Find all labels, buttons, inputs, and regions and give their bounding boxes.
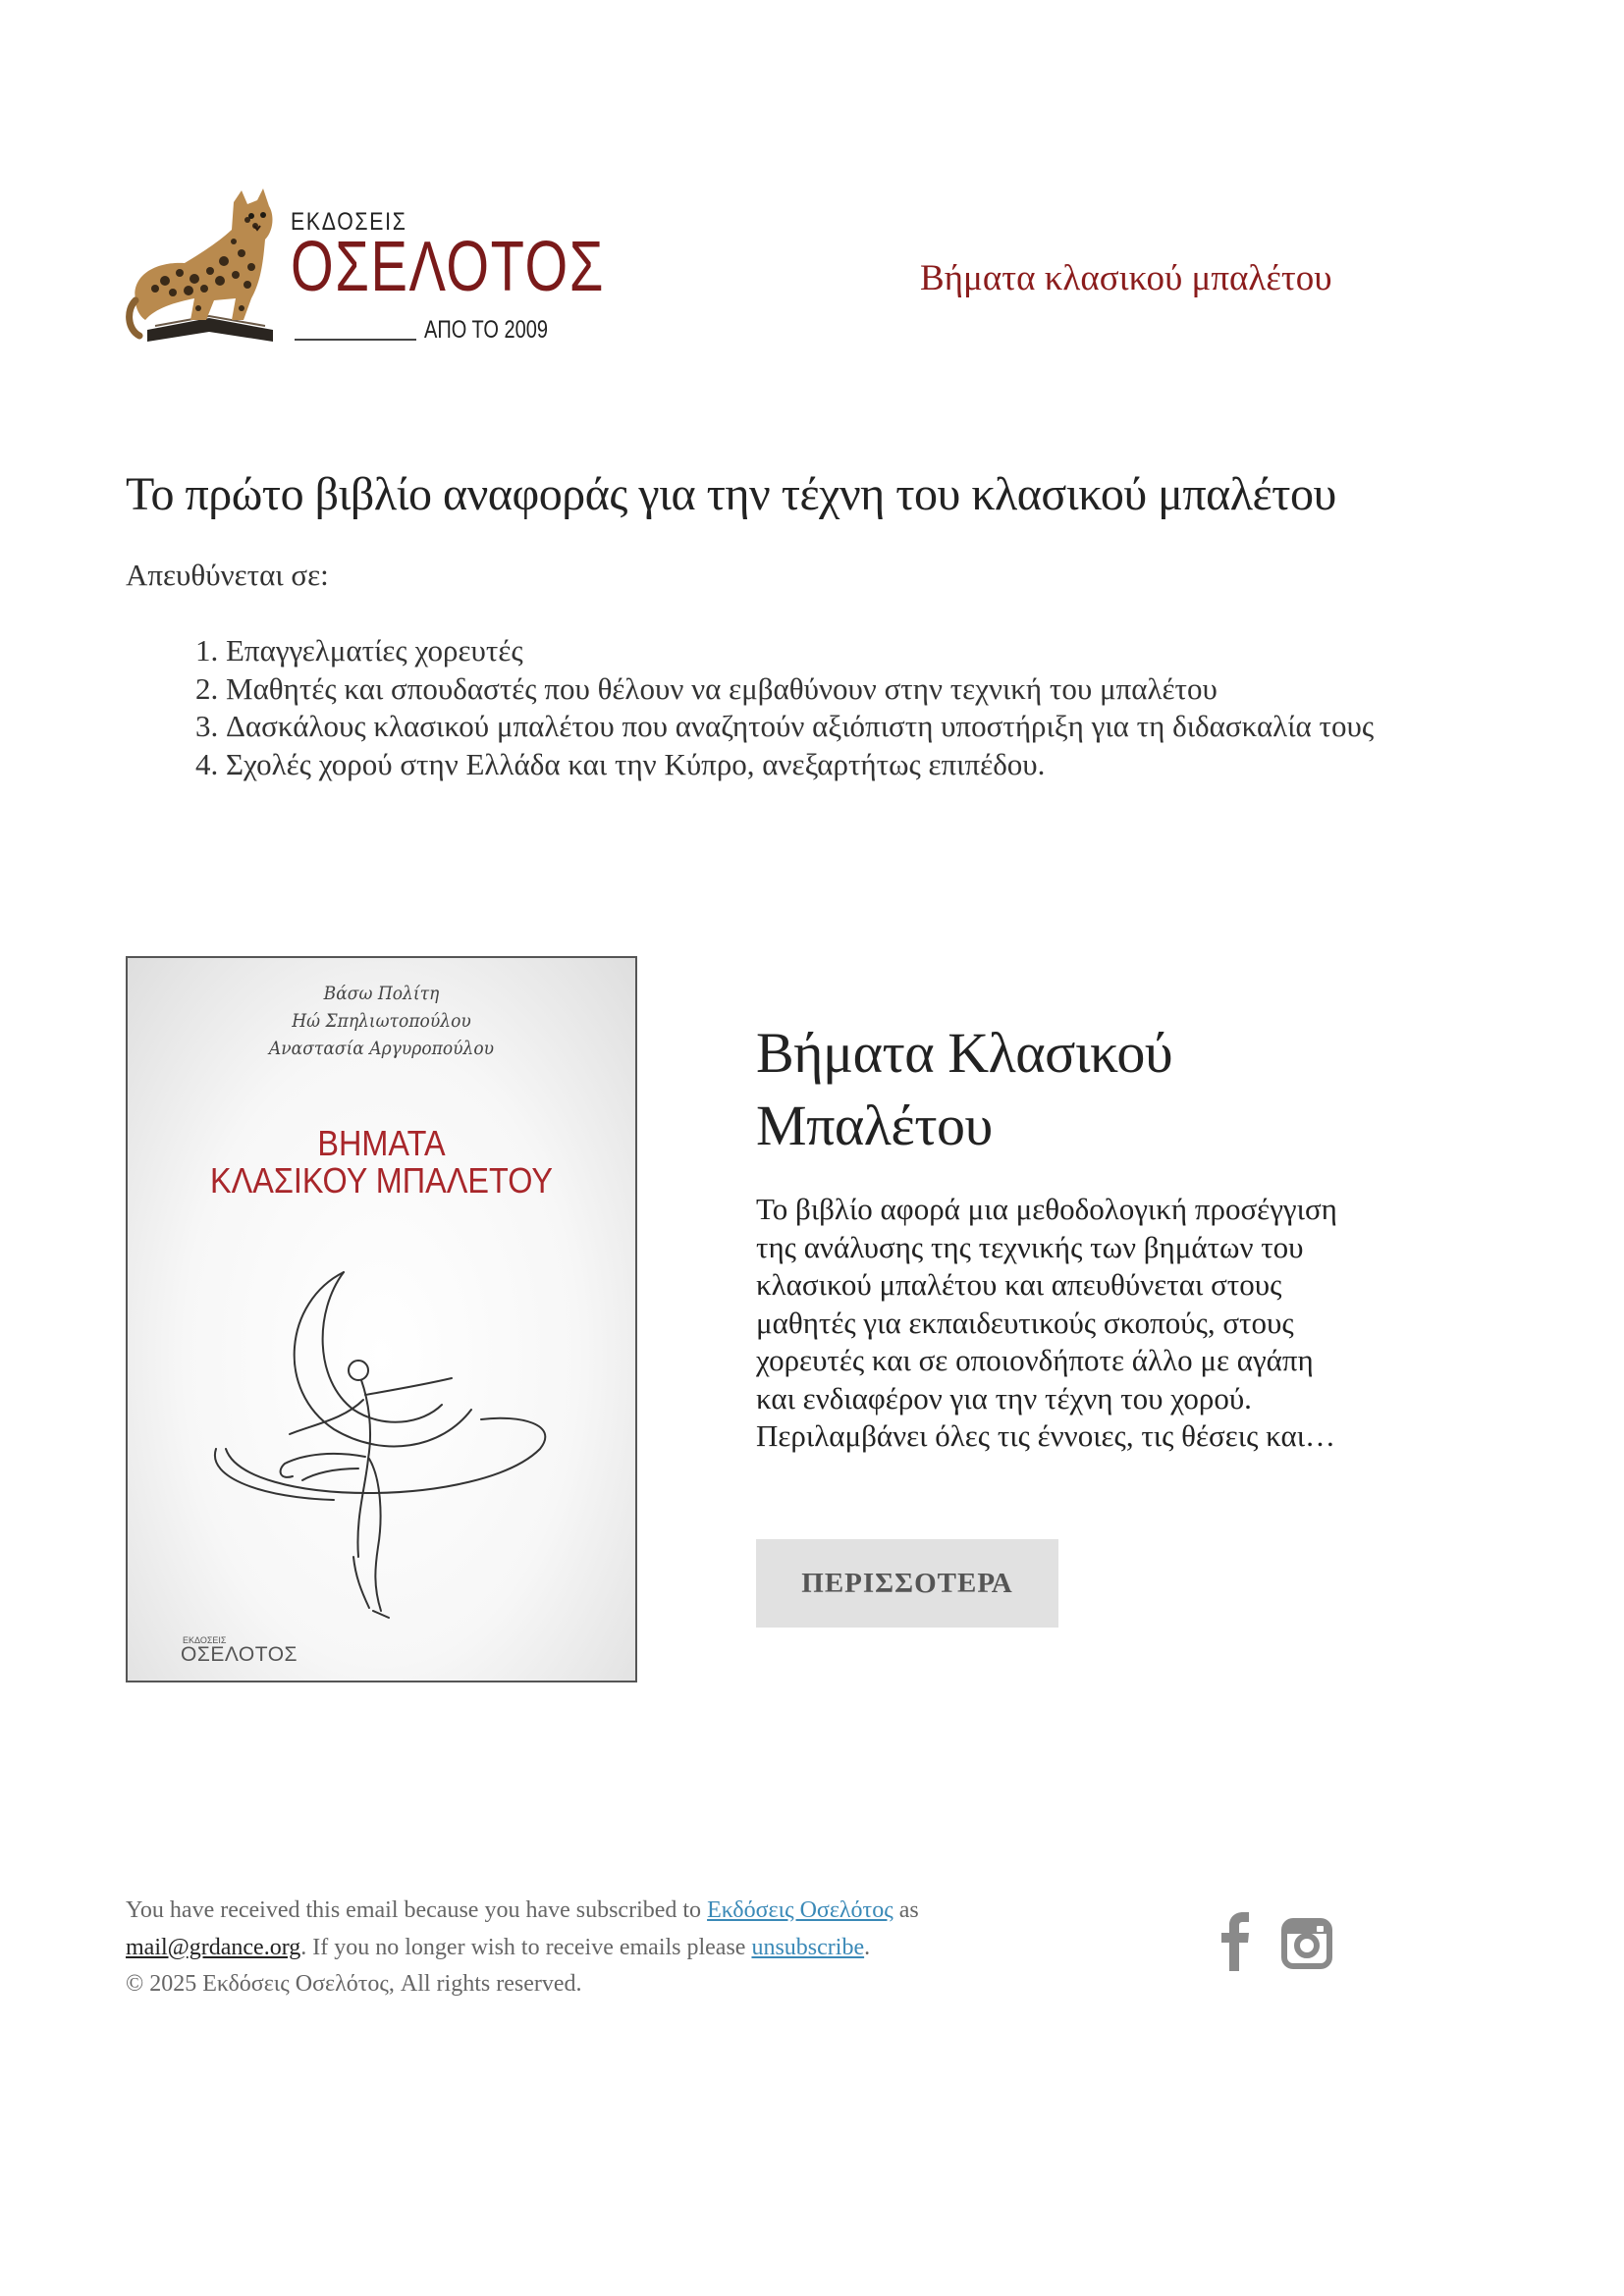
copyright: © 2025 Εκδόσεις Οσελότος, All rights reserved.: [126, 1971, 582, 1997]
instagram-icon[interactable]: [1279, 1916, 1334, 1971]
logo-since-text: ΑΠΟ ΤΟ 2009: [424, 316, 548, 344]
cover-publisher-small: ΕΚΔΟΣΕΙΣ: [183, 1635, 227, 1645]
book-title: Βήματα Κλασικού Μπαλέτου: [756, 1021, 1173, 1157]
page-heading: Το πρώτο βιβλίο αναφοράς για την τέχνη του κλασικού μπαλέτου: [126, 468, 1336, 520]
cover-title-line: ΚΛΑΣΙΚΟΥ ΜΠΑΛΕΤΟΥ: [210, 1160, 553, 1201]
footer-text-part: . If you no longer wish to receive emails please: [300, 1934, 752, 1960]
footer-text-part: .: [864, 1934, 871, 1960]
facebook-icon[interactable]: [1218, 1912, 1257, 1971]
ocelot-icon: [126, 183, 293, 357]
book-cover-image[interactable]: [126, 956, 637, 1682]
cover-author: Βάσω Πολίτη: [323, 983, 440, 1004]
more-button[interactable]: ΠΕΡΙΣΣΟΤΕΡΑ: [756, 1539, 1058, 1628]
list-item: 4. Σχολές χορού στην Ελλάδα και την Κύπρο, ανεξαρτήτως επιπέδου.: [226, 746, 1384, 784]
footer-text-part: You have received this email because you have subscribed to: [126, 1897, 708, 1923]
audience-label: Απευθύνεται σε:: [126, 558, 329, 592]
list-item: 1. Επαγγελματίες χορευτές: [226, 632, 1384, 670]
cover-publisher: ΟΣΕΛΟΤΟΣ: [181, 1643, 298, 1666]
book-description: Το βιβλίο αφορά μια μεθοδολογική προσέγγιση της ανάλυσης της τεχνικής των βημάτων του κλασικού μπαλέτου και απευθύνεται στους μαθητές για εκπαιδευτικούς σκοπούς, στους χορευτές και σε οποιονδήποτε άλλο με αγάπη και ενδιαφέρον για την τέχνη του χορού. Περιλαμβάνει όλες τις έννοιες, τις θέσεις και…: [756, 1192, 1337, 1453]
logo-main-text: ΟΣΕΛΟΤΟΣ: [291, 228, 606, 306]
list-item: 3. Δασκάλους κλασικού μπαλέτου που αναζητούν αξιόπιστη υποστήριξη για τη διδασκαλία τους: [226, 708, 1384, 746]
cover-title-line: ΒΗΜΑΤΑ: [317, 1123, 446, 1163]
header-title: Βήματα κλασικού μπαλέτου: [920, 258, 1332, 298]
unsubscribe-link[interactable]: unsubscribe: [751, 1934, 865, 1960]
cover-title: [153, 1125, 610, 1200]
dancer-sketch: [187, 1223, 579, 1635]
footer-text-part: as: [893, 1897, 919, 1923]
email-link[interactable]: mail@grdance.org: [126, 1934, 301, 1960]
cover-author: Ηώ Σπηλιωτοπούλου: [292, 1010, 471, 1032]
publisher-link[interactable]: Εκδόσεις Οσελότος: [707, 1897, 893, 1923]
logo-divider: [295, 339, 416, 341]
audience-list: [177, 632, 1384, 783]
cover-authors: [128, 980, 635, 1062]
logo-small-text: ΕΚΔΟΣΕΙΣ: [291, 208, 407, 236]
list-item: 2. Μαθητές και σπουδαστές που θέλουν να εμβαθύνουν στην τεχνική του μπαλέτου: [226, 670, 1384, 709]
footer-text: [126, 1893, 1009, 2003]
cover-author: Αναστασία Αργυροπούλου: [268, 1038, 495, 1059]
